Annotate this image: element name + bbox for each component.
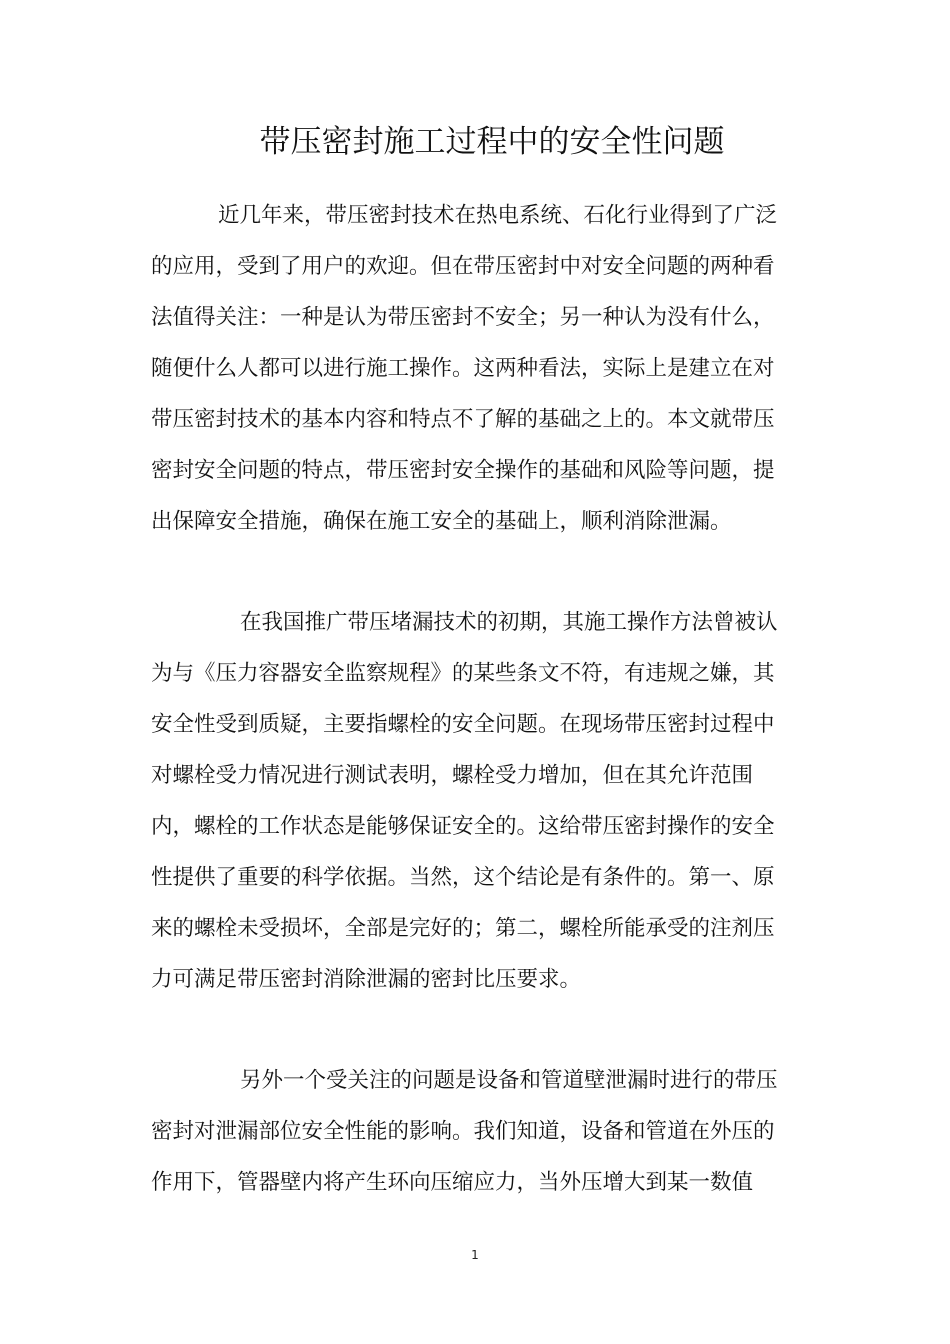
paragraph-line: 密封安全问题的特点，带压密封安全操作的基础和风险等问题，提	[151, 458, 775, 483]
paragraph-line: 作用下，管器壁内将产生环向压缩应力，当外压增大到某一数值	[151, 1170, 754, 1195]
paragraph-line: 内，螺栓的工作状态是能够保证安全的。这给带压密封操作的安全	[151, 814, 775, 839]
paragraph-line: 来的螺栓未受损坏，全部是完好的；第二，螺栓所能承受的注剂压	[151, 916, 775, 941]
paragraph-line: 带压密封技术的基本内容和特点不了解的基础之上的。本文就带压	[151, 407, 775, 432]
paragraph-line: 法值得关注：一种是认为带压密封不安全；另一种认为没有什么，	[151, 305, 775, 330]
paragraph-line: 近几年来，带压密封技术在热电系统、石化行业得到了广泛	[218, 203, 778, 228]
paragraph-line: 在我国推广带压堵漏技术的初期，其施工操作方法曾被认	[240, 610, 778, 635]
paragraph-line: 另外一个受关注的问题是设备和管道壁泄漏时进行的带压	[240, 1068, 778, 1093]
paragraph-line: 力可满足带压密封消除泄漏的密封比压要求。	[151, 967, 582, 992]
paragraph-line: 对螺栓受力情况进行测试表明，螺栓受力增加，但在其允许范围	[151, 763, 754, 788]
paragraph-line: 性提供了重要的科学依据。当然，这个结论是有条件的。第一、原	[151, 865, 775, 890]
page-title: 带压密封施工过程中的安全性问题	[259, 124, 725, 160]
paragraph-line: 安全性受到质疑，主要指螺栓的安全问题。在现场带压密封过程中	[151, 712, 775, 737]
paragraph-line: 为与《压力容器安全监察规程》的某些条文不符，有违规之嫌，其	[151, 661, 775, 686]
paragraph-line: 密封对泄漏部位安全性能的影响。我们知道，设备和管道在外压的	[151, 1119, 775, 1144]
paragraph-line: 的应用，受到了用户的欢迎。但在带压密封中对安全问题的两种看	[151, 254, 775, 279]
page-number: 1	[471, 1248, 479, 1262]
paragraph-line: 随便什么人都可以进行施工操作。这两种看法，实际上是建立在对	[151, 356, 775, 381]
paragraph-line: 出保障安全措施，确保在施工安全的基础上，顺利消除泄漏。	[151, 509, 732, 534]
